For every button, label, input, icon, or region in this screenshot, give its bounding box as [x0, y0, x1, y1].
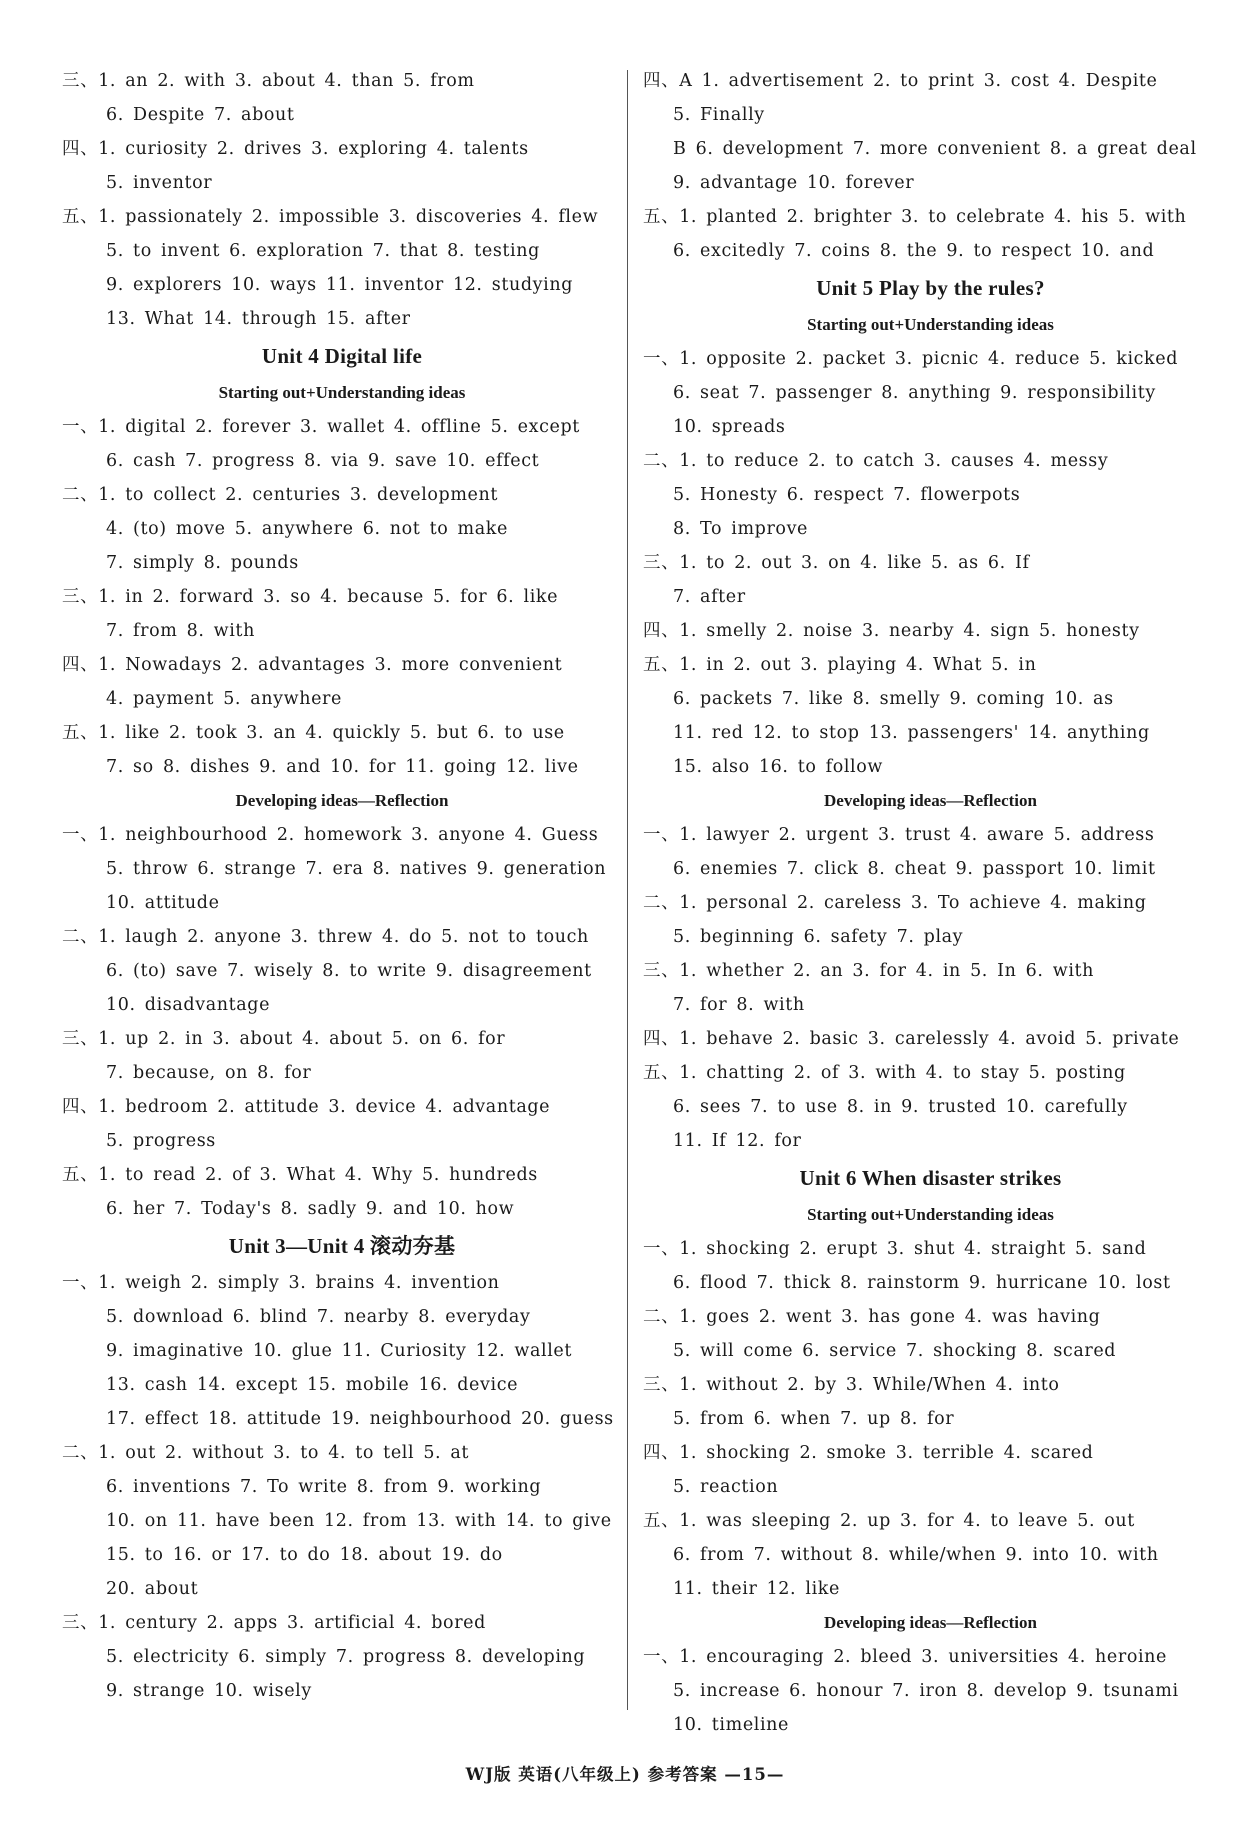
answer-line: 6. flood 7. thick 8. rainstorm 9. hurricane 10. lost [673, 1273, 1171, 1293]
answer-line: 17. effect 18. attitude 19. neighbourhood 20. guess [106, 1409, 614, 1429]
answer-line: 三、1. century 2. apps 3. artificial 4. bored [62, 1613, 486, 1633]
answer-line: 13. What 14. through 15. after [106, 309, 411, 329]
answer-line: 6. from 7. without 8. while/when 9. into 10. with [673, 1545, 1159, 1565]
answer-line: 四、1. Nowadays 2. advantages 3. more convenient [62, 655, 563, 675]
answer-line: 6. Despite 7. about [106, 105, 295, 125]
answer-line: 6. excitedly 7. coins 8. the 9. to respect 10. and [673, 241, 1155, 261]
answer-line: 7. from 8. with [106, 621, 255, 641]
answer-line: 5. inventor [106, 173, 213, 193]
answer-line: 一、1. encouraging 2. bleed 3. universities 4. heroine [643, 1647, 1167, 1667]
answer-line: 四、1. behave 2. basic 3. carelessly 4. avoid 5. private [643, 1029, 1180, 1049]
answer-line: 5. will come 6. service 7. shocking 8. scared [673, 1341, 1117, 1361]
answer-line: 8. To improve [673, 519, 809, 539]
answer-line: 10. spreads [673, 417, 786, 437]
answer-line: 4. (to) move 5. anywhere 6. not to make [106, 519, 508, 539]
answer-line: 5. throw 6. strange 7. era 8. natives 9. generation [106, 859, 607, 879]
answer-line: 6. enemies 7. click 8. cheat 9. passport 10. limit [673, 859, 1156, 879]
section-heading: Starting out+Understanding ideas [807, 315, 1054, 334]
answer-line: 10. attitude [106, 893, 220, 913]
column-divider [627, 70, 628, 1710]
answer-line: 一、1. shocking 2. erupt 3. shut 4. straight 5. sand [643, 1239, 1147, 1259]
answer-line: 9. explorers 10. ways 11. inventor 12. studying [106, 275, 573, 295]
answer-line: 10. timeline [673, 1715, 789, 1735]
answer-line: 五、1. in 2. out 3. playing 4. What 5. in [643, 655, 1037, 675]
answer-line: 五、1. planted 2. brighter 3. to celebrate 4. his 5. with [643, 207, 1187, 227]
section-heading: Unit 6 When disaster strikes [799, 1166, 1062, 1190]
answer-line: 5. electricity 6. simply 7. progress 8. developing [106, 1647, 586, 1667]
answer-line: 5. from 6. when 7. up 8. for [673, 1409, 955, 1429]
answer-line: 6. packets 7. like 8. smelly 9. coming 10. as [673, 689, 1114, 709]
answer-line: 五、1. like 2. took 3. an 4. quickly 5. but 6. to use [62, 723, 565, 743]
page-footer: WJ版 英语(八年级上) 参考答案 —15— [465, 1765, 785, 1784]
answer-line: 6. cash 7. progress 8. via 9. save 10. effect [106, 451, 540, 471]
answer-line: 20. about [106, 1579, 199, 1599]
answer-line: 五、1. passionately 2. impossible 3. discoveries 4. flew [62, 207, 599, 227]
answer-line: 5. Finally [673, 105, 765, 125]
section-heading: Starting out+Understanding ideas [218, 383, 466, 402]
answer-line: 11. If 12. for [673, 1131, 802, 1151]
left-column [62, 64, 622, 1708]
answer-line: 6. seat 7. passenger 8. anything 9. responsibility [673, 383, 1156, 403]
answer-line: 三、1. an 2. with 3. about 4. than 5. from [62, 71, 475, 91]
answer-line: 7. because, on 8. for [106, 1063, 312, 1083]
answer-line: 三、1. without 2. by 3. While/When 4. into [643, 1375, 1060, 1395]
section-heading: Developing ideas—Reflection [235, 791, 449, 810]
answer-line: 一、1. digital 2. forever 3. wallet 4. offline 5. except [62, 417, 580, 437]
answer-line: 5. beginning 6. safety 7. play [673, 927, 964, 947]
answer-line: 5. Honesty 6. respect 7. flowerpots [673, 485, 1021, 505]
answer-line: 4. payment 5. anywhere [106, 689, 342, 709]
answer-line: 二、1. to reduce 2. to catch 3. causes 4. messy [643, 451, 1109, 471]
answer-line: 11. red 12. to stop 13. passengers' 14. anything [673, 723, 1150, 743]
answer-line: 10. on 11. have been 12. from 13. with 14. to give [106, 1511, 612, 1531]
answer-line: 9. imaginative 10. glue 11. Curiosity 12. wallet [106, 1341, 573, 1361]
section-heading: Developing ideas—Reflection [824, 791, 1037, 810]
answer-line: 一、1. lawyer 2. urgent 3. trust 4. aware 5. address [643, 825, 1155, 845]
answer-line: 三、1. whether 2. an 3. for 4. in 5. In 6. with [643, 961, 1095, 981]
answer-line: 三、1. in 2. forward 3. so 4. because 5. for 6. like [62, 587, 559, 607]
answer-line: B 6. development 7. more convenient 8. a great deal [673, 139, 1197, 159]
answer-line: 五、1. chatting 2. of 3. with 4. to stay 5. posting [643, 1063, 1126, 1083]
answer-line: 五、1. was sleeping 2. up 3. for 4. to leave 5. out [643, 1511, 1135, 1531]
answer-line: 5. increase 6. honour 7. iron 8. develop 9. tsunami [673, 1681, 1179, 1701]
answer-line: 15. also 16. to follow [673, 757, 883, 777]
answer-line: 二、1. laugh 2. anyone 3. threw 4. do 5. not to touch [62, 927, 589, 947]
answer-line: 四、1. curiosity 2. drives 3. exploring 4. talents [62, 139, 529, 159]
answer-line: 7. after [673, 587, 746, 607]
section-heading: Unit 5 Play by the rules? [816, 276, 1045, 300]
answer-line: 四、1. smelly 2. noise 3. nearby 4. sign 5. honesty [643, 621, 1140, 641]
answer-line: 7. simply 8. pounds [106, 553, 299, 573]
answer-line: 11. their 12. like [673, 1579, 840, 1599]
answer-line: 二、1. out 2. without 3. to 4. to tell 5. at [62, 1443, 470, 1463]
answer-line: 15. to 16. or 17. to do 18. about 19. do [106, 1545, 503, 1565]
answer-line: 6. (to) save 7. wisely 8. to write 9. disagreement [106, 961, 592, 981]
answer-line: 7. for 8. with [673, 995, 805, 1015]
answer-line: 一、1. opposite 2. packet 3. picnic 4. reduce 5. kicked [643, 349, 1179, 369]
section-heading: Starting out+Understanding ideas [807, 1205, 1054, 1224]
answer-line: 四、1. shocking 2. smoke 3. terrible 4. scared [643, 1443, 1094, 1463]
right-column [643, 64, 1218, 1742]
answer-line: 6. inventions 7. To write 8. from 9. working [106, 1477, 542, 1497]
answer-line: 5. download 6. blind 7. nearby 8. everyday [106, 1307, 531, 1327]
answer-line: 四、A 1. advertisement 2. to print 3. cost 4. Despite [643, 71, 1158, 91]
answer-line: 10. disadvantage [106, 995, 271, 1015]
answer-line: 13. cash 14. except 15. mobile 16. device [106, 1375, 519, 1395]
answer-line: 二、1. goes 2. went 3. has gone 4. was having [643, 1307, 1101, 1327]
answer-line: 二、1. personal 2. careless 3. To achieve 4. making [643, 893, 1147, 913]
section-heading: Developing ideas—Reflection [824, 1613, 1037, 1632]
answer-line: 9. strange 10. wisely [106, 1681, 312, 1701]
answer-line: 5. to invent 6. exploration 7. that 8. testing [106, 241, 540, 261]
section-heading: Unit 3—Unit 4 滚动夯基 [228, 1234, 456, 1258]
answer-line: 三、1. to 2. out 3. on 4. like 5. as 6. If [643, 553, 1030, 573]
answer-line: 一、1. weigh 2. simply 3. brains 4. invention [62, 1273, 500, 1293]
answer-line: 四、1. bedroom 2. attitude 3. device 4. advantage [62, 1097, 551, 1117]
answer-line: 五、1. to read 2. of 3. What 4. Why 5. hundreds [62, 1165, 538, 1185]
answer-line: 6. sees 7. to use 8. in 9. trusted 10. carefully [673, 1097, 1128, 1117]
answer-line: 三、1. up 2. in 3. about 4. about 5. on 6. for [62, 1029, 506, 1049]
answer-line: 7. so 8. dishes 9. and 10. for 11. going 12. live [106, 757, 579, 777]
answer-line: 6. her 7. Today's 8. sadly 9. and 10. how [106, 1199, 515, 1219]
answer-line: 二、1. to collect 2. centuries 3. development [62, 485, 498, 505]
answer-line: 5. progress [106, 1131, 216, 1151]
section-heading: Unit 4 Digital life [261, 344, 423, 368]
answer-line: 5. reaction [673, 1477, 779, 1497]
answer-line: 一、1. neighbourhood 2. homework 3. anyone 4. Guess [62, 825, 599, 845]
answer-line: 9. advantage 10. forever [673, 173, 915, 193]
